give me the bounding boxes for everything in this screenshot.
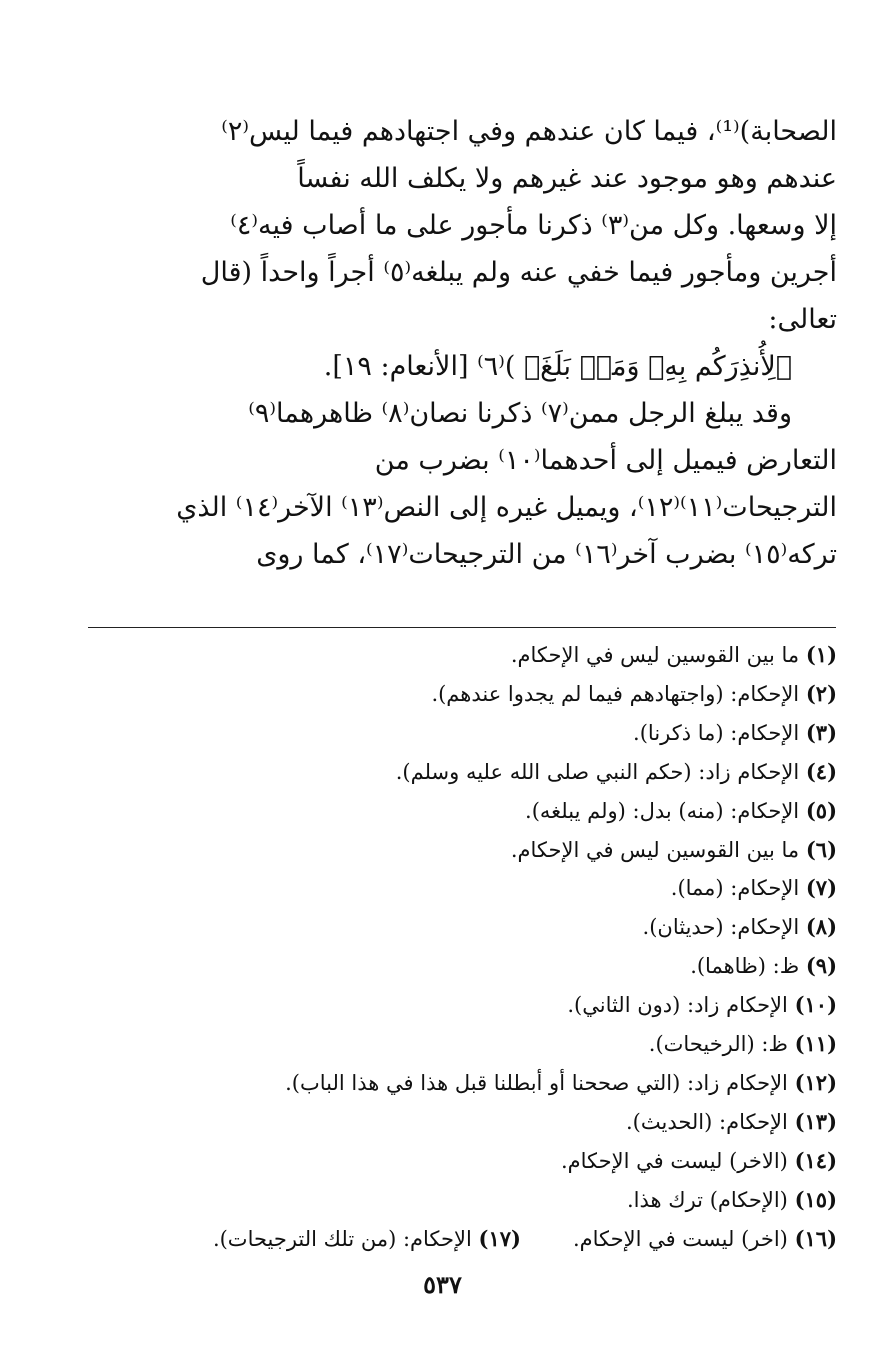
footnote (77, 1064, 837, 1103)
quran-verse: ﴿لِأُنذِرَكُم بِهِۦ وَمَنۢ بَلَغَ﴾ )⁽٦⁾ [الأنعام: ١٩]. (323, 351, 792, 382)
footnote (573, 1220, 837, 1259)
footnote-text: الإحكام: (الحديث). (625, 1109, 788, 1134)
page-number: ٥٣٧ (423, 1270, 462, 1299)
paragraph-1 (200, 108, 837, 390)
text-line: أجرين ومأجور فيما خفي عنه ولم يبلغه⁽٥⁾ أجراً واحداً (قال (200, 257, 837, 288)
footnote (77, 636, 837, 675)
text-line: عندهم وهو موجود عند غيرهم ولا يكلف الله نفساً (297, 163, 837, 194)
text-line: تعالى: (768, 304, 837, 335)
footnote (77, 753, 837, 792)
footnote-number: (٧) (805, 875, 837, 901)
footnote-text: الإحكام زاد: (حكم النبي صلى الله عليه وسلم). (395, 759, 800, 784)
text-line: الترجيحات⁽١١⁾⁽١٢⁾، ويميل غيره إلى النص⁽١٣⁾ الآخر⁽١٤⁾ الذي (176, 492, 837, 523)
footnote-number: (١٥) (794, 1186, 837, 1212)
footnote-number: (٨) (805, 914, 837, 940)
footnote-text: ما بين القوسين ليس في الإحكام. (510, 643, 800, 667)
footnote (77, 675, 837, 714)
footnote-number: (١١) (794, 1031, 837, 1057)
paragraph-2 (176, 390, 837, 578)
footnote-text: الإحكام: (منه) بدل: (ولم يبلغه). (525, 798, 800, 823)
footnote-number: (٣) (805, 719, 837, 745)
footnote-pair (77, 1220, 837, 1259)
text-line: الصحابة)⁽¹⁾، فيما كان عندهم وفي اجتهادهم فيما ليس⁽٢⁾ (221, 116, 837, 147)
footnote (77, 869, 837, 908)
footnote (77, 714, 837, 753)
footnote-number: (٢) (805, 680, 837, 706)
footnote-text: الإحكام: (واجتهادهم فيما لم يجدوا عندهم). (431, 681, 800, 706)
text-line: تركه⁽١٥⁾ بضرب آخر⁽١٦⁾ من الترجيحات⁽١٧⁾، كما روى (256, 539, 837, 570)
main-text (176, 108, 837, 578)
footnote (77, 792, 837, 831)
footnote-text: الإحكام زاد: (دون الثاني). (567, 993, 788, 1018)
footnote-text: الإحكام زاد: (التي صححنا أو أبطلنا قبل هذا في هذا الباب). (285, 1070, 788, 1095)
text-line: وقد يبلغ الرجل ممن⁽٧⁾ ذكرنا نصان⁽٨⁾ ظاهرهما⁽٩⁾ (248, 398, 792, 429)
footnote-number: (١) (805, 642, 837, 667)
footnote-divider (88, 627, 836, 628)
footnote (77, 1181, 837, 1220)
footnote-text: (الاخر) ليست في الإحكام. (560, 1148, 788, 1173)
footnote-number: (٦) (805, 836, 837, 862)
footnote (77, 1142, 837, 1181)
footnote-number: (١٢) (794, 1069, 837, 1095)
footnote-number: (١٧) (478, 1225, 521, 1251)
footnote (77, 908, 837, 947)
footnote (77, 947, 837, 986)
footnotes (77, 636, 837, 1259)
footnote-text: الإحكام: (ما ذكرنا). (633, 720, 800, 745)
footnote-number: (٥) (805, 797, 837, 823)
footnote-text: (الإحكام) ترك هذا. (627, 1187, 788, 1212)
text-line: إلا وسعها. وكل من⁽٣⁾ ذكرنا مأجور على ما أصاب فيه⁽٤⁾ (230, 210, 837, 241)
footnote-number: (١٠) (794, 992, 837, 1018)
footnote (77, 1025, 837, 1064)
footnote-text: الإحكام: (من تلك الترجيحات). (212, 1226, 472, 1251)
footnote-text: الإحكام: (مما). (670, 876, 800, 901)
footnote (213, 1220, 521, 1259)
footnote-number: (١٤) (794, 1147, 837, 1173)
footnote (77, 986, 837, 1025)
footnote (77, 831, 837, 870)
footnote-text: ظ: (الرخيحات). (648, 1032, 788, 1057)
text-line: التعارض فيميل إلى أحدهما⁽١٠⁾ بضرب من (374, 445, 837, 476)
footnote (77, 1103, 837, 1142)
footnote-text: الإحكام: (حديثان). (642, 915, 800, 940)
footnote-number: (٩) (805, 953, 837, 979)
footnote-number: (١٦) (794, 1225, 837, 1251)
footnote-text: ظ: (ظاهما). (690, 954, 800, 979)
footnote-text: ما بين القوسين ليس في الإحكام. (510, 837, 800, 862)
footnote-number: (١٣) (794, 1108, 837, 1134)
footnote-number: (٤) (805, 758, 837, 784)
footnote-text: (اخر) ليست في الإحكام. (572, 1226, 788, 1251)
